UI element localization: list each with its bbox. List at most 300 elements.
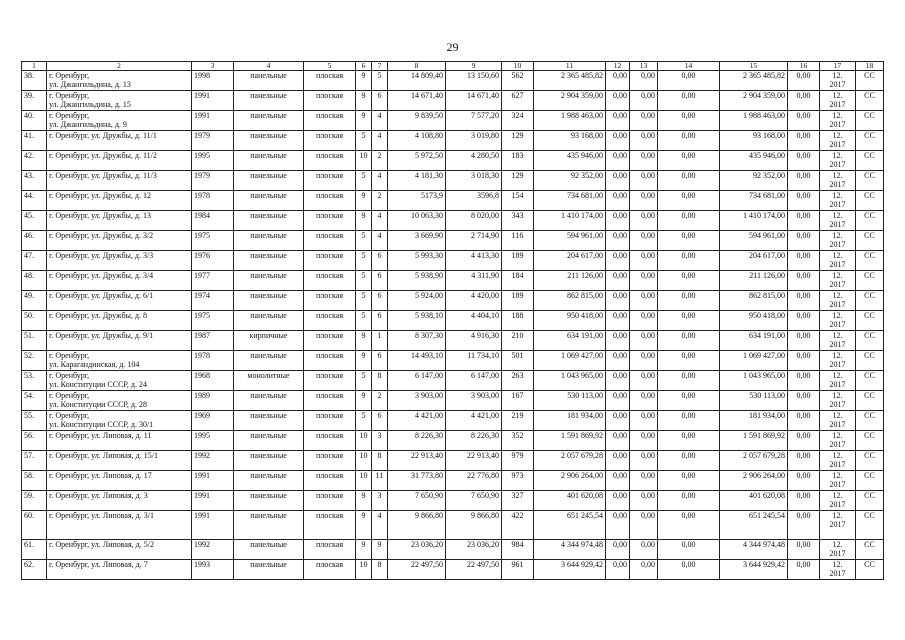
address-cell [47,111,192,131]
cost-col-16: 0,00 [788,540,820,560]
address-cell [47,191,192,211]
planned-year: 2017 [829,80,846,89]
year-built: 1995 [192,151,234,171]
cost-col-12: 0,00 [606,511,630,540]
roof-type: плоская [304,131,356,151]
cost-col-14: 0,00 [658,331,720,351]
table-row [22,540,884,560]
address-cell [47,151,192,171]
wall-material: панельные [234,131,304,151]
entrances-count: 2 [372,191,388,211]
cost-col-15: 651 245,54 [720,511,788,540]
total-cost: 204 617,00 [534,251,606,271]
planned-month: 12. [832,71,843,80]
roof-type: плоская [304,471,356,491]
year-built: 1974 [192,291,234,311]
cost-col-12: 0,00 [606,560,630,580]
residents-count: 263 [502,371,534,391]
address-line-1: г. Оренбург, ул. Дружбы, д. 3/4 [49,271,154,280]
entrances-count: 8 [372,451,388,471]
cost-col-13: 0,00 [630,91,658,111]
table-row [22,391,884,411]
residents-count: 219 [502,411,534,431]
roof-type: плоская [304,111,356,131]
cost-col-12: 0,00 [606,451,630,471]
row-number: 38. [22,71,47,91]
year-built: 1989 [192,391,234,411]
cost-col-13: 0,00 [630,451,658,471]
roof-type: плоская [304,311,356,331]
cost-col-13: 0,00 [630,540,658,560]
entrances-count: 3 [372,491,388,511]
living-area: 3 018,30 [446,171,502,191]
address-cell [47,311,192,331]
floors-count: 10 [356,560,372,580]
address-line-2: ул. Джангильдина, д. 9 [49,120,127,129]
total-cost: 594 961,00 [534,231,606,251]
cost-col-14: 0,00 [658,231,720,251]
entrances-count: 6 [372,291,388,311]
living-area: 3596,8 [446,191,502,211]
address-line-1: г. Оренбург, ул. Дружбы, д. 11/2 [49,151,157,160]
address-cell [47,371,192,391]
roof-type: плоская [304,271,356,291]
row-number: 54. [22,391,47,411]
living-area: 4 413,30 [446,251,502,271]
roof-type: плоская [304,351,356,371]
year-built: 1991 [192,91,234,111]
table-row [22,111,884,131]
cost-col-13: 0,00 [630,271,658,291]
column-header-18: 18 [856,62,884,71]
total-area: 4 421,00 [388,411,446,431]
row-number: 41. [22,131,47,151]
total-area: 5 938,10 [388,311,446,331]
method-code: СС [856,71,884,91]
address-line-2: ул. Конституции СССР, д. 28 [49,400,147,409]
roof-type: плоская [304,371,356,391]
floors-count: 9 [356,191,372,211]
living-area: 8 226,30 [446,431,502,451]
living-area: 9 866,80 [446,511,502,540]
total-cost: 2 057 679,28 [534,451,606,471]
column-number-row [22,62,884,71]
entrances-count: 9 [372,540,388,560]
living-area: 4 280,50 [446,151,502,171]
row-number: 60. [22,511,47,540]
cost-col-16: 0,00 [788,211,820,231]
roof-type: плоская [304,71,356,91]
living-area: 6 147,00 [446,371,502,391]
entrances-count: 6 [372,311,388,331]
cost-col-14: 0,00 [658,351,720,371]
wall-material: панельные [234,491,304,511]
cost-col-15: 634 191,00 [720,331,788,351]
cost-col-13: 0,00 [630,131,658,151]
cost-col-13: 0,00 [630,331,658,351]
method-code: СС [856,431,884,451]
cost-col-12: 0,00 [606,151,630,171]
year-built: 1993 [192,560,234,580]
entrances-count: 8 [372,560,388,580]
address-cell [47,391,192,411]
planned-date-cell [820,191,856,211]
row-number: 59. [22,491,47,511]
total-area: 5 993,30 [388,251,446,271]
entrances-count: 4 [372,231,388,251]
cost-col-12: 0,00 [606,471,630,491]
cost-col-16: 0,00 [788,331,820,351]
cost-col-16: 0,00 [788,231,820,251]
year-built: 1968 [192,371,234,391]
entrances-count: 6 [372,251,388,271]
row-number: 47. [22,251,47,271]
table-row [22,91,884,111]
cost-col-14: 0,00 [658,411,720,431]
total-area: 9 839,50 [388,111,446,131]
residents-count: 116 [502,231,534,251]
total-area: 14 671,40 [388,91,446,111]
cost-col-12: 0,00 [606,431,630,451]
cost-col-13: 0,00 [630,311,658,331]
table-row [22,211,884,231]
living-area: 3 903,00 [446,391,502,411]
living-area: 4 404,10 [446,311,502,331]
roof-type: плоская [304,251,356,271]
cost-col-14: 0,00 [658,291,720,311]
entrances-count: 6 [372,411,388,431]
planned-date-cell [820,271,856,291]
year-built: 1978 [192,191,234,211]
floors-count: 9 [356,391,372,411]
year-built: 1975 [192,311,234,331]
cost-col-14: 0,00 [658,171,720,191]
table-row [22,171,884,191]
table-row [22,271,884,291]
planned-year: 2017 [829,380,846,389]
cost-col-12: 0,00 [606,131,630,151]
residents-count: 129 [502,131,534,151]
total-area: 23 036,20 [388,540,446,560]
address-line-1: г. Оренбург, ул. Дружбы, д. 12 [49,191,151,200]
row-number: 40. [22,111,47,131]
cost-col-13: 0,00 [630,371,658,391]
table-row [22,471,884,491]
wall-material: панельные [234,171,304,191]
year-built: 1991 [192,111,234,131]
planned-year: 2017 [829,160,846,169]
planned-month: 12. [832,560,843,569]
address-cell [47,540,192,560]
wall-material: панельные [234,291,304,311]
total-area: 22 497,50 [388,560,446,580]
cost-col-14: 0,00 [658,151,720,171]
method-code: СС [856,560,884,580]
table-row [22,431,884,451]
wall-material: панельные [234,111,304,131]
planned-date-cell [820,211,856,231]
row-number: 43. [22,171,47,191]
table-row [22,291,884,311]
entrances-count: 4 [372,171,388,191]
cost-col-16: 0,00 [788,91,820,111]
residents-count: 961 [502,560,534,580]
cost-col-12: 0,00 [606,391,630,411]
address-line-1: г. Оренбург, ул. Дружбы, д. 8 [49,311,147,320]
year-built: 1979 [192,171,234,191]
planned-year: 2017 [829,500,846,509]
wall-material: панельные [234,451,304,471]
address-line-1: г. Оренбург, ул. Липовая, д. 17 [49,471,152,480]
cost-col-14: 0,00 [658,431,720,451]
address-cell [47,251,192,271]
floors-count: 5 [356,171,372,191]
address-cell [47,171,192,191]
cost-col-15: 530 113,00 [720,391,788,411]
cost-col-14: 0,00 [658,511,720,540]
living-area: 4 420,00 [446,291,502,311]
residents-count: 422 [502,511,534,540]
cost-col-14: 0,00 [658,391,720,411]
residents-count: 501 [502,351,534,371]
planned-year: 2017 [829,300,846,309]
total-area: 14 493,10 [388,351,446,371]
residents-count: 562 [502,71,534,91]
planned-date-cell [820,371,856,391]
living-area: 7 650,90 [446,491,502,511]
total-cost: 530 113,00 [534,391,606,411]
row-number: 52. [22,351,47,371]
cost-col-12: 0,00 [606,251,630,271]
cost-col-13: 0,00 [630,71,658,91]
address-line-1: г. Оренбург, ул. Липовая, д. 15/1 [49,451,158,460]
row-number: 50. [22,311,47,331]
cost-col-14: 0,00 [658,211,720,231]
cost-col-15: 181 934,00 [720,411,788,431]
cost-col-13: 0,00 [630,411,658,431]
address-cell [47,211,192,231]
total-area: 5 938,90 [388,271,446,291]
planned-date-cell [820,151,856,171]
total-cost: 92 352,00 [534,171,606,191]
cost-col-14: 0,00 [658,251,720,271]
cost-col-16: 0,00 [788,351,820,371]
planned-date-cell [820,311,856,331]
row-number: 51. [22,331,47,351]
year-built: 1991 [192,471,234,491]
residents-count: 327 [502,491,534,511]
cost-col-12: 0,00 [606,71,630,91]
wall-material: монолитные [234,371,304,391]
cost-col-12: 0,00 [606,211,630,231]
method-code: СС [856,171,884,191]
table-row [22,511,884,540]
planned-year: 2017 [829,200,846,209]
wall-material: панельные [234,411,304,431]
living-area: 2 714,90 [446,231,502,251]
year-built: 1987 [192,331,234,351]
cost-col-15: 2 057 679,28 [720,451,788,471]
planned-year: 2017 [829,440,846,449]
table-row [22,411,884,431]
cost-col-14: 0,00 [658,71,720,91]
cost-col-13: 0,00 [630,291,658,311]
planned-date-cell [820,560,856,580]
year-built: 1998 [192,71,234,91]
living-area: 4 311,90 [446,271,502,291]
living-area: 7 577,20 [446,111,502,131]
cost-col-15: 1 069 427,00 [720,351,788,371]
floors-count: 9 [356,331,372,351]
entrances-count: 4 [372,111,388,131]
cost-col-15: 92 352,00 [720,171,788,191]
planned-month: 12. [832,331,843,340]
planned-year: 2017 [829,260,846,269]
planned-month: 12. [832,171,843,180]
cost-col-12: 0,00 [606,191,630,211]
cost-col-16: 0,00 [788,471,820,491]
row-number: 48. [22,271,47,291]
residents-count: 984 [502,540,534,560]
planned-year: 2017 [829,549,846,558]
cost-col-15: 1 988 463,00 [720,111,788,131]
cost-col-16: 0,00 [788,451,820,471]
wall-material: панельные [234,311,304,331]
address-cell [47,271,192,291]
address-cell [47,131,192,151]
cost-col-12: 0,00 [606,351,630,371]
address-line-2: ул. Конституции СССР, д. 24 [49,380,147,389]
total-area: 14 809,40 [388,71,446,91]
entrances-count: 2 [372,391,388,411]
planned-date-cell [820,231,856,251]
row-number: 56. [22,431,47,451]
cost-col-14: 0,00 [658,491,720,511]
address-line-1: г. Оренбург, [49,391,90,400]
wall-material: панельные [234,271,304,291]
cost-col-13: 0,00 [630,431,658,451]
living-area: 23 036,20 [446,540,502,560]
cost-col-15: 204 617,00 [720,251,788,271]
table-row [22,351,884,371]
planned-date-cell [820,291,856,311]
residents-count: 979 [502,451,534,471]
planned-year: 2017 [829,220,846,229]
planned-year: 2017 [829,360,846,369]
planned-month: 12. [832,131,843,140]
roof-type: плоская [304,91,356,111]
planned-year: 2017 [829,180,846,189]
total-cost: 734 681,00 [534,191,606,211]
planned-month: 12. [832,511,843,520]
total-cost: 4 344 974,48 [534,540,606,560]
planned-month: 12. [832,471,843,480]
entrances-count: 5 [372,71,388,91]
cost-col-13: 0,00 [630,211,658,231]
method-code: СС [856,151,884,171]
table-row [22,451,884,471]
entrances-count: 11 [372,471,388,491]
method-code: СС [856,111,884,131]
row-number: 55. [22,411,47,431]
planned-month: 12. [832,491,843,500]
wall-material: панельные [234,560,304,580]
planned-month: 12. [832,271,843,280]
cost-col-15: 2 365 485,82 [720,71,788,91]
address-line-1: г. Оренбург, ул. Дружбы, д. 3/2 [49,231,154,240]
address-cell [47,331,192,351]
roof-type: плоская [304,191,356,211]
roof-type: плоская [304,231,356,251]
planned-date-cell [820,171,856,191]
address-cell [47,71,192,91]
method-code: СС [856,131,884,151]
floors-count: 9 [356,71,372,91]
column-header-11: 11 [534,62,606,71]
floors-count: 5 [356,411,372,431]
row-number: 44. [22,191,47,211]
cost-col-15: 401 620,08 [720,491,788,511]
residents-count: 167 [502,391,534,411]
floors-count: 5 [356,251,372,271]
table-row [22,331,884,351]
planned-month: 12. [832,211,843,220]
method-code: СС [856,411,884,431]
planned-month: 12. [832,111,843,120]
row-number: 42. [22,151,47,171]
total-cost: 1 591 869,92 [534,431,606,451]
address-line-1: г. Оренбург, [49,351,90,360]
planned-year: 2017 [829,400,846,409]
address-line-1: г. Оренбург, ул. Липовая, д. 3 [49,491,148,500]
cost-col-16: 0,00 [788,251,820,271]
total-cost: 181 934,00 [534,411,606,431]
roof-type: плоская [304,331,356,351]
column-header-14: 14 [658,62,720,71]
cost-col-15: 3 644 929,42 [720,560,788,580]
cost-col-15: 1 410 174,00 [720,211,788,231]
address-line-1: г. Оренбург, [49,71,90,80]
address-line-1: г. Оренбург, [49,91,90,100]
row-number: 45. [22,211,47,231]
total-cost: 1 410 174,00 [534,211,606,231]
planned-date-cell [820,131,856,151]
floors-count: 9 [356,351,372,371]
total-area: 9 866,80 [388,511,446,540]
planned-year: 2017 [829,240,846,249]
year-built: 1984 [192,211,234,231]
cost-col-16: 0,00 [788,111,820,131]
cost-col-15: 1 043 965,00 [720,371,788,391]
total-cost: 401 620,08 [534,491,606,511]
cost-col-16: 0,00 [788,391,820,411]
entrances-count: 2 [372,151,388,171]
cost-col-12: 0,00 [606,331,630,351]
method-code: СС [856,211,884,231]
cost-col-12: 0,00 [606,231,630,251]
total-area: 3 669,90 [388,231,446,251]
planned-month: 12. [832,540,843,549]
planned-month: 12. [832,91,843,100]
total-area: 3 903,00 [388,391,446,411]
address-line-1: г. Оренбург, ул. Дружбы, д. 3/3 [49,251,154,260]
address-cell [47,511,192,540]
planned-year: 2017 [829,420,846,429]
column-header-3: 3 [192,62,234,71]
floors-count: 10 [356,471,372,491]
cost-col-12: 0,00 [606,171,630,191]
cost-col-13: 0,00 [630,231,658,251]
